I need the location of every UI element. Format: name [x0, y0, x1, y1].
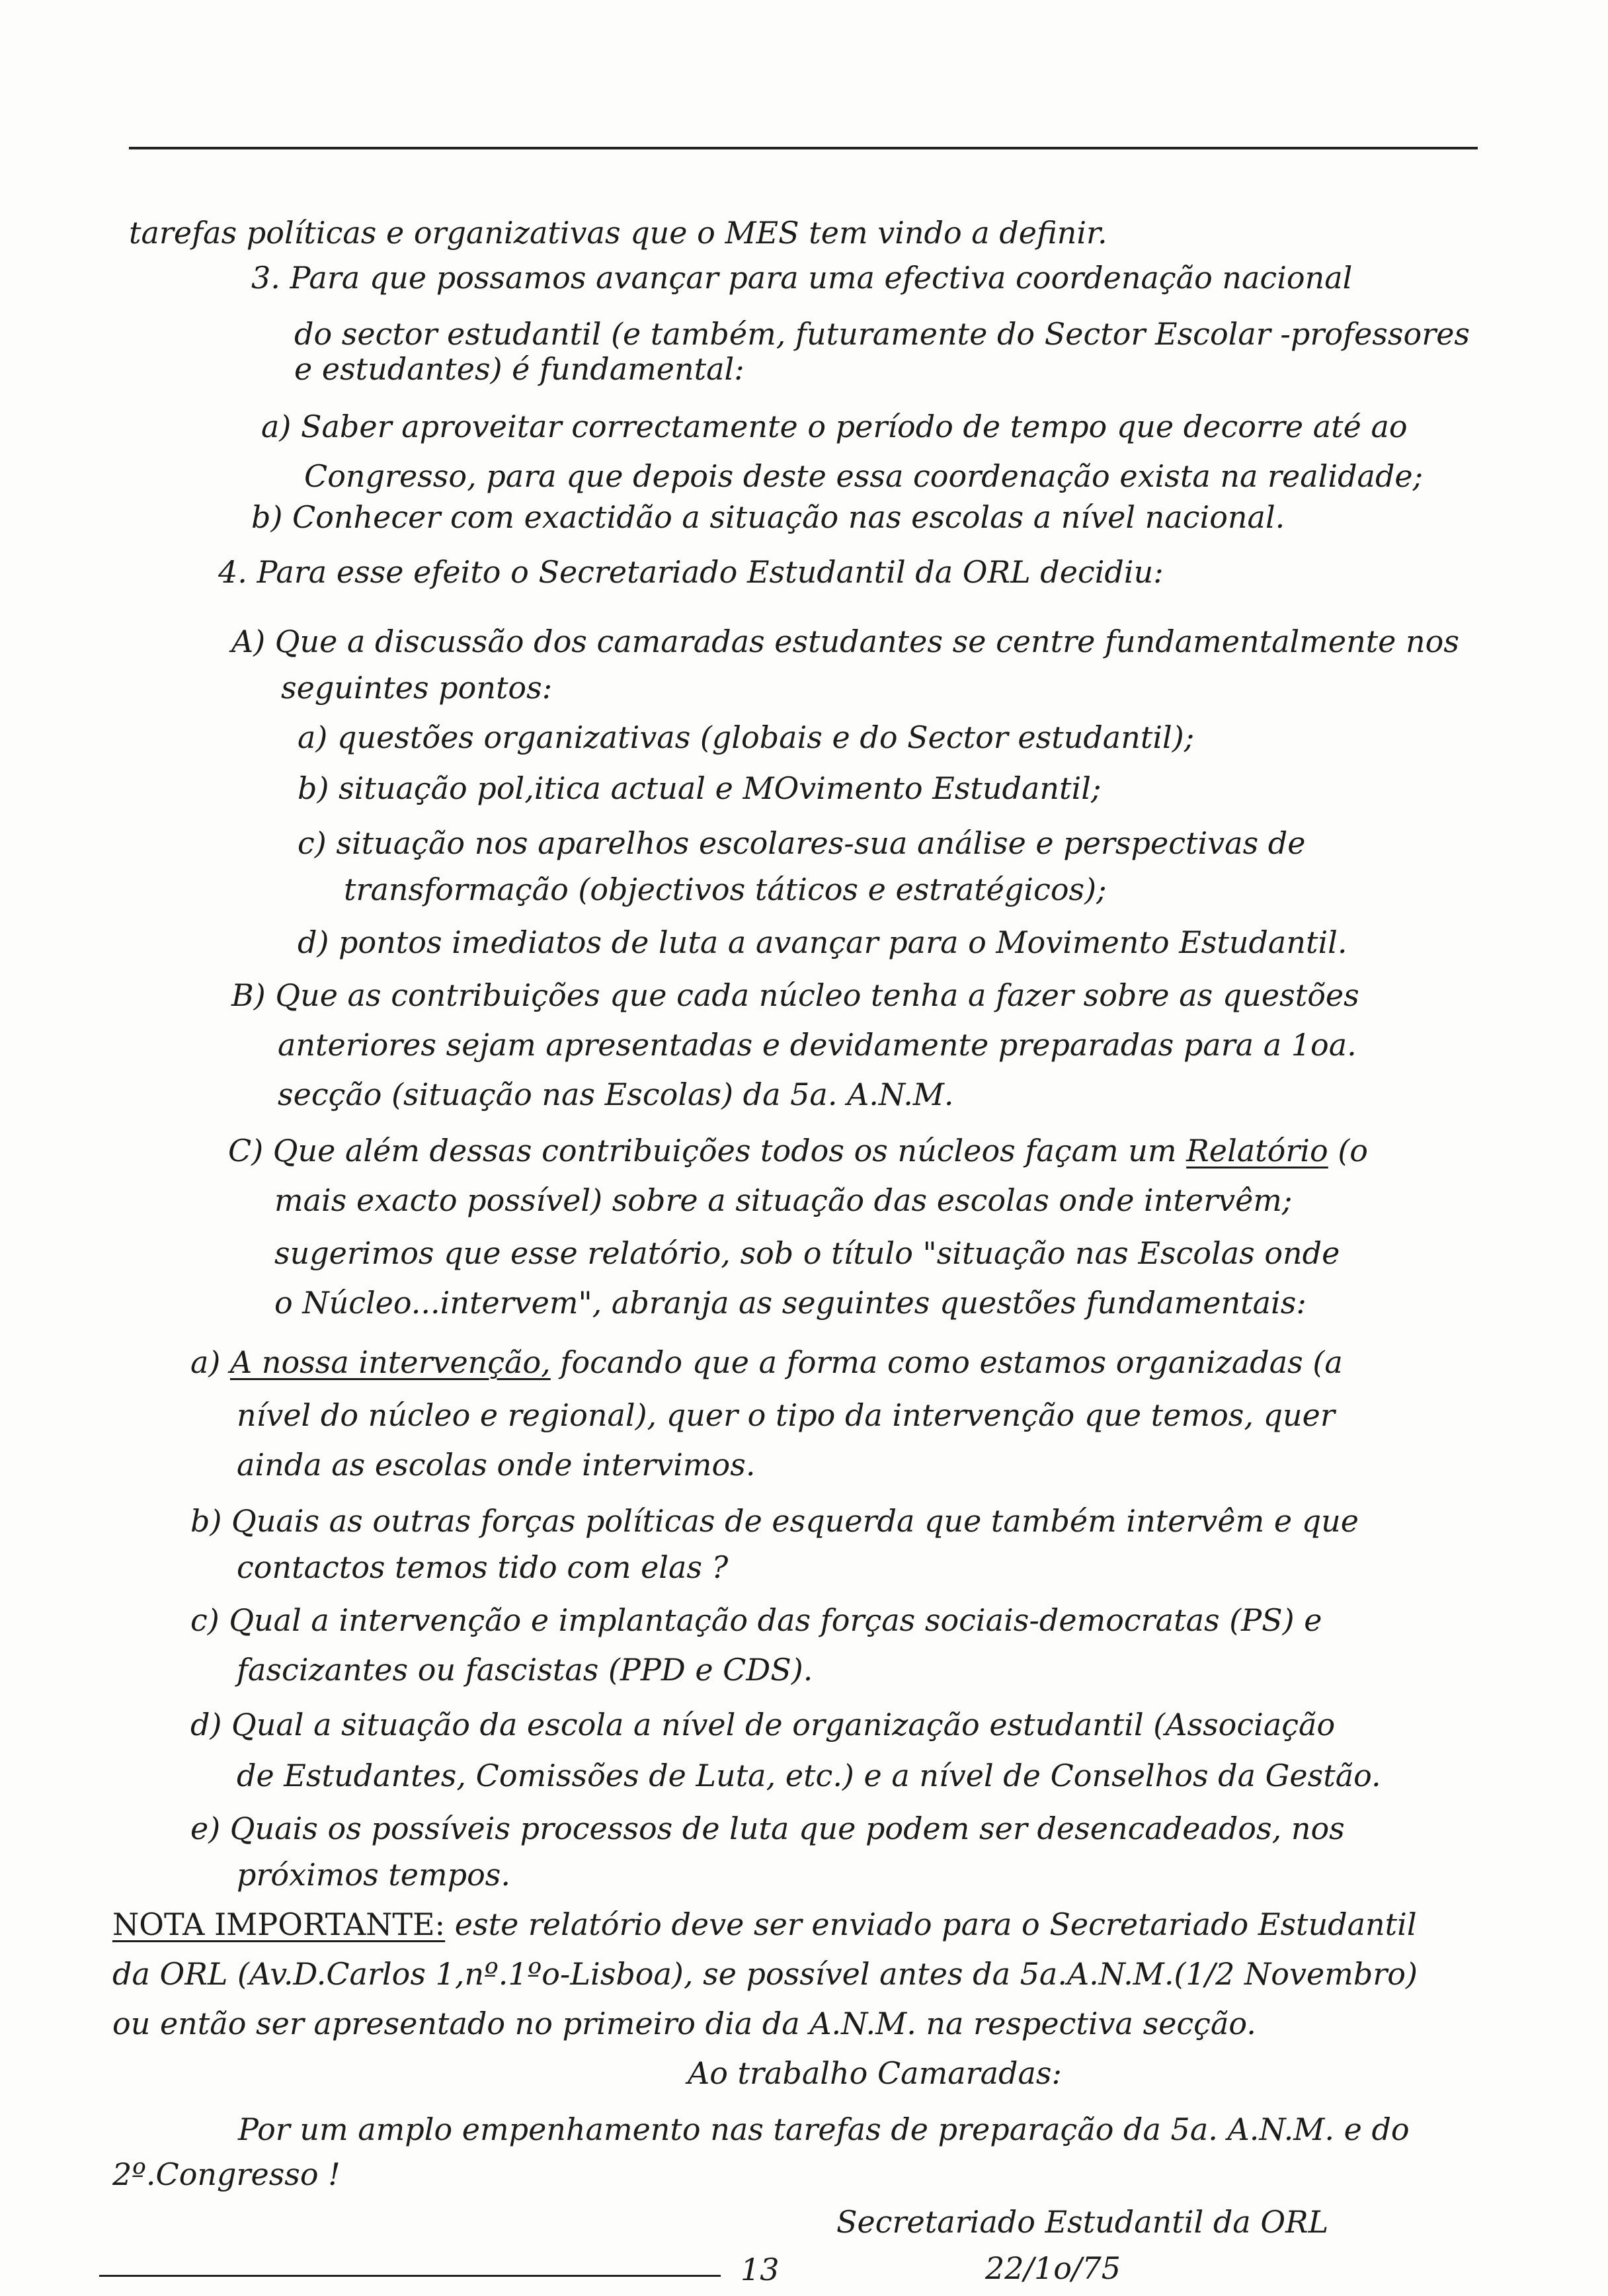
- text-line: c) Qual a intervenção e implantação das forças sociais-democratas (PS) e: [190, 1602, 1322, 1638]
- text-line: e estudantes) é fundamental:: [294, 351, 744, 387]
- bottom-rule: [99, 2275, 721, 2277]
- text-line: próximos tempos.: [237, 1857, 511, 1893]
- text-line: mais exacto possível) sobre a situação das escolas onde intervêm;: [274, 1182, 1293, 1218]
- text-line: d) pontos imediatos de luta a avançar para o Movimento Estudantil.: [298, 924, 1347, 960]
- note-heading: NOTA IMPORTANTE:: [112, 1906, 446, 1942]
- line-text: este relatório deve ser enviado para o Secretariado Estudantil: [454, 1906, 1417, 1942]
- date-line: 22/1o/75: [985, 2250, 1121, 2286]
- text-line: contactos temos tido com elas ?: [237, 1549, 729, 1585]
- text-line: do sector estudantil (e também, futuramente do Sector Escolar -professores: [294, 316, 1470, 352]
- text-line: [112, 1905, 1417, 1944]
- text-line: c) situação nos aparelhos escolares-sua análise e perspectivas de: [298, 825, 1306, 861]
- text-line: b) situação pol,itica actual e MOvimento Estudantil;: [298, 770, 1102, 806]
- text-line: b) Conhecer com exactidão a situação nas escolas a nível nacional.: [251, 499, 1285, 535]
- text-line: da ORL (Av.D.Carlos 1,nº.1ºo-Lisboa), se possível antes da 5a.A.N.M.(1/2 Novembro): [112, 1956, 1418, 1992]
- text-line: ou então ser apresentado no primeiro dia da A.N.M. na respectiva secção.: [112, 2006, 1256, 2041]
- text-line: e) Quais os possíveis processos de luta que podem ser desencadeados, nos: [190, 1811, 1345, 1846]
- text-line: a) Saber aproveitar correctamente o período de tempo que decorre até ao: [261, 409, 1408, 444]
- text-line: [190, 1342, 1343, 1382]
- text-line: 4. Para esse efeito o Secretariado Estudantil da ORL decidiu:: [218, 554, 1164, 590]
- text-line: transformação (objectivos táticos e estratégicos);: [344, 872, 1107, 907]
- text-line: [228, 1131, 1368, 1170]
- line-text: C) Que além dessas contribuições todos os núcleos façam um: [228, 1133, 1177, 1168]
- text-line: B) Que as contribuições que cada núcleo tenha a fazer sobre as questões: [231, 977, 1359, 1013]
- text-line: d) Qual a situação da escola a nível de organização estudantil (Associação: [190, 1707, 1336, 1742]
- text-line: seguintes pontos:: [281, 670, 553, 706]
- text-line: Congresso, para que depois deste essa coordenação exista na realidade;: [304, 458, 1424, 494]
- signature-line: Secretariado Estudantil da ORL: [836, 2204, 1329, 2240]
- text-line: tarefas políticas e organizativas que o MES tem vindo a definir.: [129, 215, 1107, 251]
- text-line: A) Que a discussão dos camaradas estudantes se centre fundamentalmente nos: [231, 624, 1459, 659]
- text-line: anteriores sejam apresentadas e devidamente preparadas para a 1oa.: [278, 1027, 1357, 1063]
- text-line: a) questões organizativas (globais e do Sector estudantil);: [298, 719, 1195, 755]
- page-number: 13: [741, 2252, 780, 2287]
- text-line: 3. Para que possamos avançar para uma efectiva coordenação nacional: [251, 260, 1353, 296]
- underlined-term: Relatório: [1186, 1133, 1328, 1168]
- text-line: 2º.Congresso !: [112, 2156, 341, 2192]
- underlined-term: A nossa intervenção,: [230, 1344, 551, 1380]
- line-text: focando que a forma como estamos organizadas (a: [560, 1344, 1343, 1380]
- text-line: Ao trabalho Camaradas:: [688, 2055, 1063, 2091]
- text-line: fascizantes ou fascistas (PPD e CDS).: [237, 1652, 813, 1688]
- text-line: secção (situação nas Escolas) da 5a. A.N.M.: [278, 1077, 954, 1112]
- line-text: a): [190, 1344, 221, 1380]
- text-line: ainda as escolas onde intervimos.: [237, 1447, 756, 1483]
- text-line: b) Quais as outras forças políticas de esquerda que também intervêm e que: [190, 1503, 1359, 1539]
- text-line: o Núcleo...intervem", abranja as seguintes questões fundamentais:: [274, 1285, 1306, 1321]
- text-line: nível do núcleo e regional), quer o tipo da intervenção que temos, quer: [237, 1397, 1335, 1433]
- text-line: sugerimos que esse relatório, sob o título "situação nas Escolas onde: [274, 1235, 1340, 1271]
- line-text: (o: [1338, 1133, 1368, 1168]
- text-line: Por um amplo empenhamento nas tarefas de preparação da 5a. A.N.M. e do: [238, 2112, 1410, 2147]
- top-rule: [129, 147, 1478, 149]
- text-line: de Estudantes, Comissões de Luta, etc.) e a nível de Conselhos da Gestão.: [237, 1758, 1381, 1793]
